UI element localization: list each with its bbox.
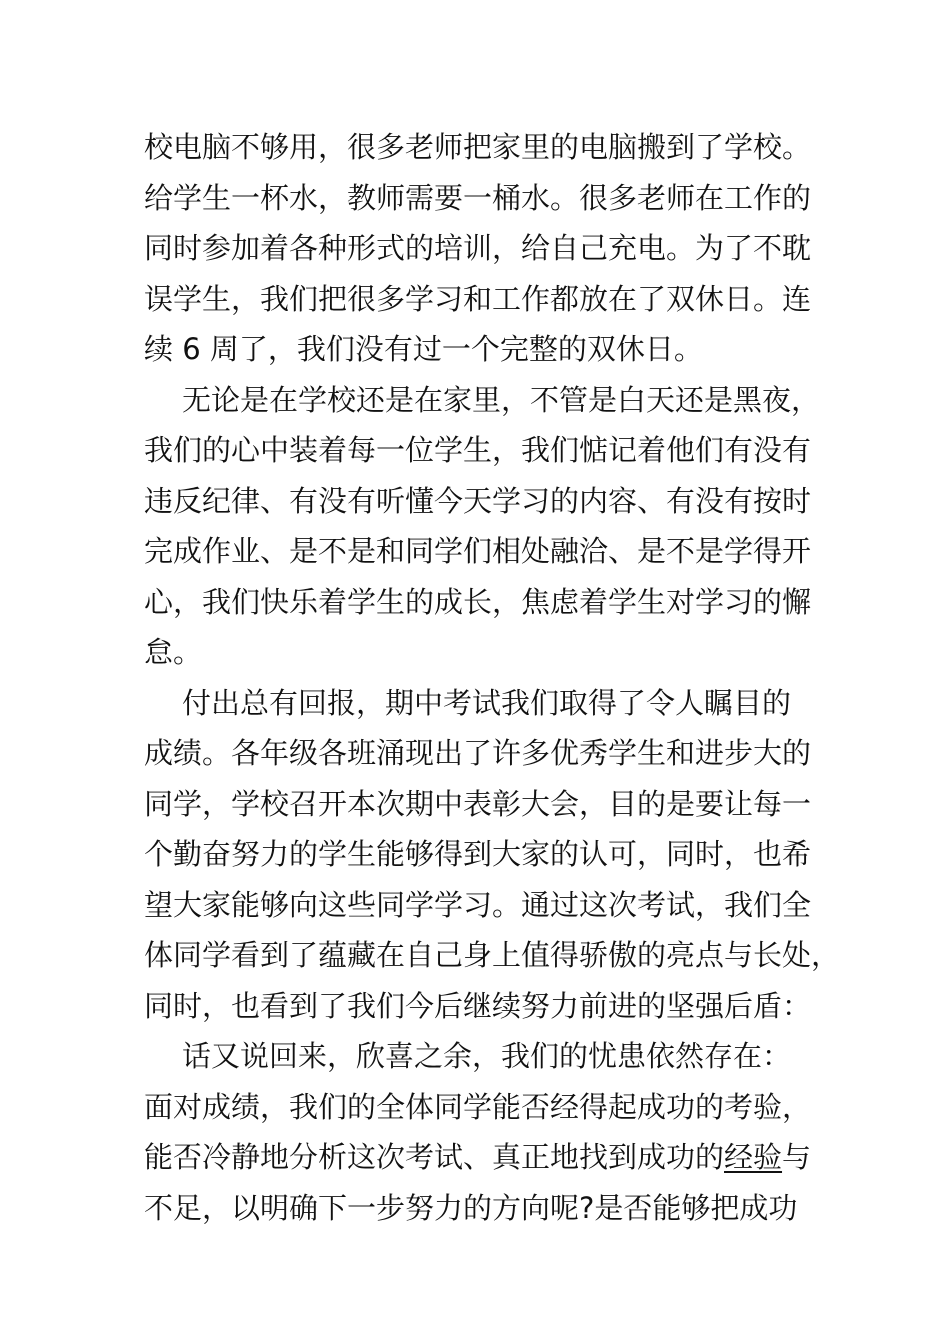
text-line: 给学生一杯水，教师需要一桶水。很多老师在工作的: [144, 180, 812, 215]
text-line: 怠。: [144, 635, 203, 669]
text-line: 成绩。各年级各班涌现出了许多优秀学生和进步大的: [144, 736, 812, 770]
text-line: 面对成绩，我们的全体同学能否经得起成功的考验，: [144, 1089, 812, 1124]
text-line: 违反纪律、有没有听懂今天学习的内容、有没有按时: [144, 483, 812, 518]
text-line: 同时，也看到了我们今后继续努力前进的坚强后盾：: [144, 988, 812, 1023]
paragraph-first-line: 话又说回来，欣喜之余，我们的忧患依然存在：: [182, 1039, 792, 1073]
text-segment: 与: [782, 1140, 812, 1174]
text-line: 完成作业、是不是和同学们相处融洽、是不是学得开: [144, 534, 812, 568]
underlined-text: 经验: [724, 1140, 783, 1174]
text-line: 不足，以明确下一步努力的方向呢?是否能够把成功: [144, 1190, 798, 1225]
text-line: 同学，学校召开本次期中表彰大会，目的是要让每一: [144, 786, 812, 821]
text-line: 续 6 周了，我们没有过一个完整的双休日。: [144, 332, 703, 366]
text-line: 校电脑不够用，很多老师把家里的电脑搬到了学校。: [144, 130, 812, 164]
text-line-with-underline: [144, 1132, 824, 1183]
text-segment: 能否冷静地分析这次考试、真正地找到成功的: [144, 1140, 725, 1174]
text-line: 望大家能够向这些同学学习。通过这次考试，我们全: [144, 887, 812, 922]
document-body: [144, 122, 841, 1233]
text-line: 同时参加着各种形式的培训，给自己充电。为了不耽: [144, 231, 812, 265]
paragraph-first-line: 无论是在学校还是在家里，不管是白天还是黑夜，: [182, 382, 821, 417]
text-line: 个勤奋努力的学生能够得到大家的认可，同时，也希: [144, 837, 812, 871]
text-line: 误学生，我们把很多学习和工作都放在了双休日。连: [144, 281, 812, 316]
text-line: 心，我们快乐着学生的成长，焦虑着学生对学习的懈: [144, 584, 812, 619]
text-line: 我们的心中装着每一位学生，我们惦记着他们有没有: [144, 433, 812, 467]
text-line: 体同学看到了蕴藏在自己身上值得骄傲的亮点与长处，: [144, 938, 841, 972]
paragraph-first-line: 付出总有回报，期中考试我们取得了令人瞩目的: [182, 685, 792, 720]
